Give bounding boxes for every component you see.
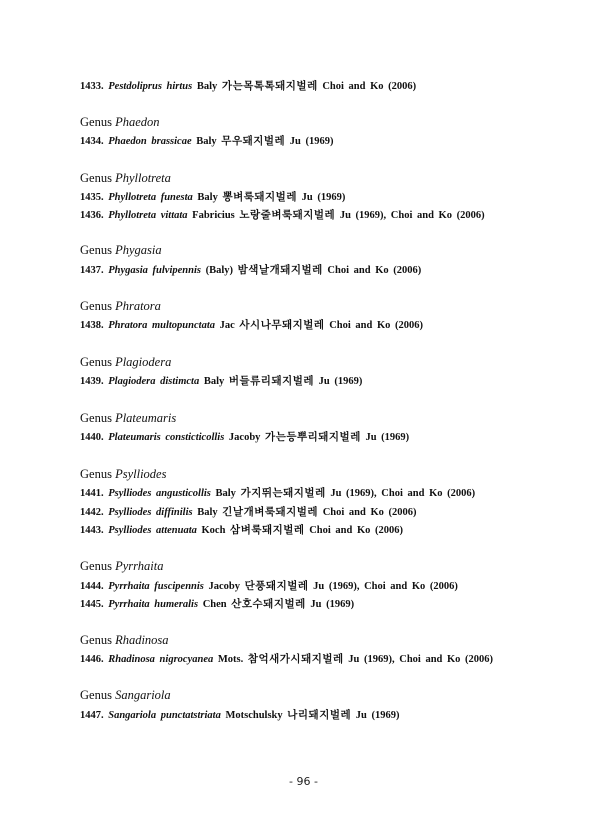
korean-name: 가는등뿌리돼지벌레: [265, 431, 361, 443]
korean-name: 밤색날개돼지벌레: [237, 264, 323, 276]
species-name: Phyllotreta funesta: [108, 192, 193, 203]
species-author: (Baly): [205, 265, 234, 276]
entry-number: 1441.: [80, 488, 104, 499]
genus-heading: [80, 688, 171, 703]
species-entry: [80, 207, 485, 222]
species-author: Fabricius: [192, 210, 235, 221]
species-author: Baly: [203, 376, 225, 387]
genus-label: Genus: [80, 633, 112, 647]
genus-label: Genus: [80, 411, 112, 425]
reference: Ju (1969): [289, 136, 334, 147]
genus-heading: [80, 559, 163, 574]
species-name: Pyrrhaita humeralis: [108, 599, 199, 610]
korean-name: 버들류리돼지벌레: [228, 375, 315, 387]
entry-number: 1433.: [80, 81, 104, 92]
entry-number: 1442.: [80, 507, 104, 518]
genus-name: Phyllotreta: [115, 171, 171, 185]
species-name: Plateumaris consticticollis: [108, 432, 225, 443]
genus-name: Phaedon: [115, 115, 160, 129]
species-name: Pyrrhaita fuscipennis: [108, 581, 204, 592]
species-entry: [80, 133, 334, 148]
reference: Choi and Ko (2006): [322, 81, 417, 92]
genus-name: Phratora: [115, 299, 161, 313]
entry-number: 1438.: [80, 320, 104, 331]
entry-number: 1434.: [80, 136, 104, 147]
genus-heading: [80, 243, 162, 258]
reference: Choi and Ko (2006): [309, 525, 403, 536]
genus-label: Genus: [80, 299, 112, 313]
korean-name: 긴날개벼룩돼지벌레: [222, 506, 319, 518]
species-author: Jacoby: [228, 432, 261, 443]
species-author: Baly: [215, 488, 236, 499]
species-author: Koch: [201, 525, 226, 536]
genus-heading: [80, 411, 176, 426]
species-author: Mots.: [217, 654, 244, 665]
species-name: Phaedon brassicae: [108, 136, 192, 147]
species-author: Jac: [219, 320, 235, 331]
species-author: Motschulsky: [225, 710, 283, 721]
korean-name: 삼벼룩돼지벌레: [230, 524, 305, 536]
species-author: Baly: [196, 136, 217, 147]
species-name: Phratora multopunctata: [108, 320, 215, 331]
species-entry: [80, 578, 458, 593]
species-name: Psylliodes diffinilis: [108, 507, 193, 518]
reference: Ju (1969): [318, 376, 363, 387]
korean-name: 노랑줄벼룩돼지벌레: [239, 209, 336, 221]
species-name: Rhadinosa nigrocyanea: [108, 654, 214, 665]
genus-label: Genus: [80, 243, 112, 257]
species-author: Baly: [197, 507, 218, 518]
reference: Ju (1969), Choi and Ko (2006): [330, 488, 476, 499]
korean-name: 가지뛰는돼지벌레: [240, 487, 326, 499]
entry-number: 1444.: [80, 581, 104, 592]
korean-name: 뽕벼룩돼지벌레: [222, 191, 297, 203]
genus-heading: [80, 355, 171, 370]
korean-name: 무우돼지벌레: [221, 135, 286, 147]
genus-label: Genus: [80, 559, 112, 573]
genus-name: Rhadinosa: [115, 633, 169, 647]
genus-name: Psylliodes: [115, 467, 167, 481]
genus-name: Plagiodera: [115, 355, 172, 369]
reference: Choi and Ko (2006): [322, 507, 417, 518]
entry-number: 1443.: [80, 525, 104, 536]
reference: Ju (1969), Choi and Ko (2006): [339, 210, 485, 221]
entry-number: 1440.: [80, 432, 104, 443]
genus-label: Genus: [80, 467, 112, 481]
entry-number: 1445.: [80, 599, 104, 610]
species-name: Sangariola punctatstriata: [108, 710, 221, 721]
genus-label: Genus: [80, 171, 112, 185]
genus-label: Genus: [80, 688, 112, 702]
entry-number: 1436.: [80, 210, 104, 221]
genus-name: Phygasia: [115, 243, 162, 257]
genus-heading: [80, 467, 166, 482]
entry-number: 1437.: [80, 265, 104, 276]
species-entry: [80, 262, 421, 277]
genus-name: Sangariola: [115, 688, 171, 702]
reference: Ju (1969): [355, 710, 400, 721]
species-entry: [80, 485, 475, 500]
reference: Choi and Ko (2006): [329, 320, 423, 331]
species-entry: [80, 707, 399, 722]
genus-label: Genus: [80, 115, 112, 129]
reference: Ju (1969): [301, 192, 346, 203]
species-name: Phygasia fulvipennis: [108, 265, 201, 276]
species-entry: [80, 596, 354, 611]
page-number: - 96 -: [289, 775, 318, 788]
species-name: Plagiodera distimcta: [108, 376, 200, 387]
genus-name: Plateumaris: [115, 411, 177, 425]
species-entry: [80, 189, 345, 204]
species-name: Psylliodes attenuata: [108, 525, 197, 536]
species-entry: [80, 504, 417, 519]
reference: Ju (1969), Choi and Ko (2006): [313, 581, 458, 592]
species-author: Baly: [196, 81, 218, 92]
entry-number: 1435.: [80, 192, 104, 203]
species-entry: [80, 522, 403, 537]
species-name: Pestdoliprus hirtus: [108, 81, 193, 92]
entry-number: 1439.: [80, 376, 104, 387]
entry-number: 1447.: [80, 710, 104, 721]
entry-number: 1446.: [80, 654, 104, 665]
genus-label: Genus: [80, 355, 112, 369]
genus-name: Pyrrhaita: [115, 559, 164, 573]
genus-heading: [80, 633, 169, 648]
species-author: Chen: [202, 599, 227, 610]
genus-heading: [80, 299, 161, 314]
korean-name: 가는목톡톡돼지벌레: [221, 80, 318, 92]
species-entry: [80, 429, 409, 444]
korean-name: 나리돼지벌레: [287, 709, 352, 721]
korean-name: 사시나무돼지벌레: [239, 319, 325, 331]
reference: Ju (1969): [365, 432, 410, 443]
species-entry: [80, 651, 493, 666]
reference: Ju (1969): [310, 599, 355, 610]
species-entry: [80, 373, 362, 388]
korean-name: 단풍돼지벌레: [244, 580, 309, 592]
species-author: Baly: [197, 192, 218, 203]
reference: Choi and Ko (2006): [327, 265, 422, 276]
species-entry: [80, 78, 416, 93]
species-author: Jacoby: [208, 581, 241, 592]
species-entry: [80, 317, 423, 332]
species-name: Psylliodes angusticollis: [108, 488, 211, 499]
genus-heading: [80, 115, 160, 130]
korean-name: 참억새가시돼지벌레: [247, 653, 344, 665]
korean-name: 산호수돼지벌레: [231, 598, 306, 610]
reference: Ju (1969), Choi and Ko (2006): [348, 654, 494, 665]
species-name: Phyllotreta vittata: [108, 210, 188, 221]
genus-heading: [80, 171, 171, 186]
